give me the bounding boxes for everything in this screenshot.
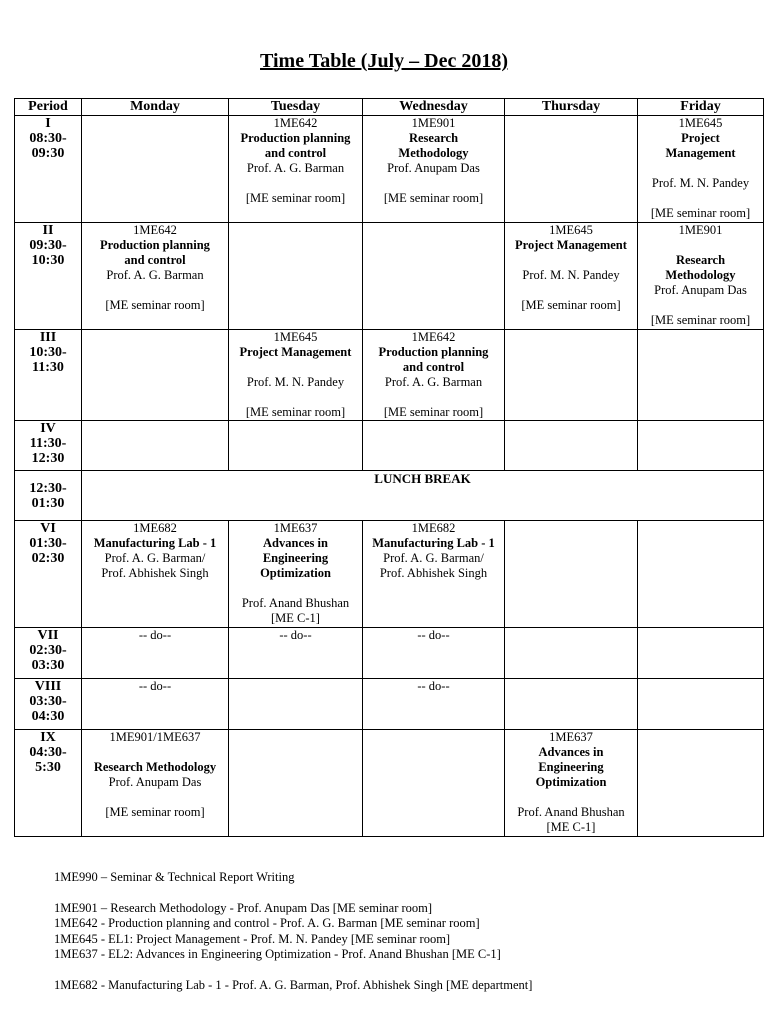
course-code: 1ME642 <box>411 330 456 344</box>
table-row <box>15 330 764 421</box>
period-cell <box>15 679 82 730</box>
instructor: Prof. A. G. Barman/ <box>383 551 484 565</box>
lunch-row <box>15 471 764 521</box>
header-friday: Friday <box>638 99 764 116</box>
instructor: Prof. Abhishek Singh <box>101 566 209 580</box>
slot-cell <box>363 330 505 421</box>
period-number: I <box>45 116 51 131</box>
period-start: 12:30- <box>29 480 67 496</box>
period-end: 5:30 <box>35 760 61 775</box>
period-start: 04:30- <box>29 745 67 760</box>
header-wednesday: Wednesday <box>363 99 505 116</box>
slot-cell <box>505 521 638 628</box>
slot-cell <box>82 330 229 421</box>
course-name: Production planning <box>240 131 351 145</box>
room: [ME C-1] <box>546 820 596 834</box>
course-name: Methodology <box>665 268 736 282</box>
course-code: 1ME682 <box>133 521 177 535</box>
course-name: and control <box>402 360 465 374</box>
slot-cell <box>82 521 229 628</box>
course-code: 1ME637 <box>273 521 318 535</box>
slot-cell <box>82 421 229 471</box>
slot-cell <box>638 330 764 421</box>
slot-cell <box>638 421 764 471</box>
legend-line: 1ME645 - EL1: Project Management - Prof. M. N. Pandey [ME seminar room] <box>54 931 451 946</box>
slot-cell <box>505 628 638 679</box>
course-name: Project Management <box>515 238 627 252</box>
course-name: Project <box>681 131 720 145</box>
slot-cell <box>505 116 638 223</box>
slot-cell <box>505 679 638 730</box>
table-row <box>15 628 764 679</box>
period-number: VII <box>37 628 59 643</box>
period-cell <box>15 730 82 837</box>
instructor: Prof. Anupam Das <box>654 283 747 297</box>
lunch-break-label: LUNCH BREAK <box>82 471 764 521</box>
course-code: 1ME682 <box>411 521 456 535</box>
room: [ME seminar room] <box>105 298 205 312</box>
ditto-mark: -- do-- <box>229 628 363 679</box>
course-legend <box>54 870 532 993</box>
slot-cell <box>229 679 363 730</box>
ditto-mark: -- do-- <box>82 679 229 730</box>
legend-line: 1ME682 - Manufacturing Lab - 1 - Prof. A. G. Barman, Prof. Abhishek Singh [ME department] <box>54 977 533 992</box>
legend-line: 1ME642 - Production planning and control - Prof. A. G. Barman [ME seminar room] <box>54 916 480 930</box>
period-cell <box>15 471 82 521</box>
period-end: 02:30 <box>31 551 65 566</box>
slot-cell <box>82 223 229 330</box>
slot-cell <box>229 330 363 421</box>
period-cell <box>15 223 82 330</box>
period-number: II <box>42 223 54 238</box>
course-code: 1ME637 <box>549 730 593 744</box>
course-name: Optimization <box>260 566 331 580</box>
table-row <box>15 730 764 837</box>
period-cell <box>15 421 82 471</box>
room: [ME seminar room] <box>245 405 346 419</box>
course-code: 1ME901/1ME637 <box>109 730 201 744</box>
period-cell <box>15 116 82 223</box>
slot-cell <box>363 421 505 471</box>
slot-cell <box>82 116 229 223</box>
course-name: Advances in <box>538 745 604 759</box>
course-code: 1ME645 <box>549 223 593 237</box>
period-end: 11:30 <box>32 360 64 375</box>
course-code: 1ME645 <box>678 116 723 130</box>
course-name: and control <box>264 146 327 160</box>
slot-cell <box>638 679 764 730</box>
period-end: 09:30 <box>31 146 65 161</box>
ditto-mark: -- do-- <box>363 628 505 679</box>
instructor: Prof. M. N. Pandey <box>522 268 620 282</box>
course-name: Research <box>408 131 459 145</box>
table-row <box>15 223 764 330</box>
course-name: Manufacturing Lab - 1 <box>372 536 495 550</box>
slot-cell <box>82 730 229 837</box>
slot-cell <box>505 421 638 471</box>
period-start: 10:30- <box>29 345 67 360</box>
period-cell <box>15 330 82 421</box>
course-code: 1ME642 <box>133 223 177 237</box>
header-monday: Monday <box>82 99 229 116</box>
room: [ME seminar room] <box>383 405 484 419</box>
slot-cell <box>638 116 764 223</box>
instructor: Prof. A. G. Barman <box>384 375 483 389</box>
period-start: 11:30- <box>29 436 67 451</box>
period-start: 03:30- <box>29 694 67 709</box>
period-start: 02:30- <box>29 643 67 658</box>
instructor: Prof. Anand Bhushan <box>517 805 625 819</box>
course-code: 1ME901 <box>411 116 456 130</box>
slot-cell <box>505 730 638 837</box>
slot-cell <box>638 521 764 628</box>
period-end: 04:30 <box>31 709 65 724</box>
slot-cell <box>363 521 505 628</box>
header-period: Period <box>15 99 82 116</box>
room: [ME seminar room] <box>105 805 205 819</box>
period-cell <box>15 628 82 679</box>
course-name: Engineering <box>262 551 329 565</box>
period-cell <box>15 521 82 628</box>
instructor: Prof. M. N. Pandey <box>246 375 345 389</box>
period-start: 09:30- <box>29 238 67 253</box>
slot-cell <box>638 730 764 837</box>
course-code: 1ME901 <box>678 223 723 237</box>
instructor: Prof. A. G. Barman <box>106 268 204 282</box>
period-number: VIII <box>34 679 62 694</box>
slot-cell <box>229 223 363 330</box>
period-end: 01:30 <box>31 495 65 511</box>
period-start: 01:30- <box>29 536 67 551</box>
course-name: Methodology <box>398 146 469 160</box>
period-number: IV <box>40 421 56 436</box>
instructor: Prof. A. G. Barman/ <box>104 551 206 565</box>
period-end: 03:30 <box>31 658 65 673</box>
instructor: Prof. A. G. Barman <box>246 161 345 175</box>
course-name: Research <box>675 253 726 267</box>
ditto-mark: -- do-- <box>82 628 229 679</box>
table-row <box>15 116 764 223</box>
legend-line: 1ME990 – Seminar & Technical Report Writing <box>54 870 295 884</box>
table-row <box>15 679 764 730</box>
course-code: 1ME645 <box>273 330 318 344</box>
table-row <box>15 521 764 628</box>
ditto-mark: -- do-- <box>363 679 505 730</box>
course-code: 1ME642 <box>273 116 318 130</box>
course-name: Engineering <box>538 760 604 774</box>
period-number: VI <box>40 521 56 536</box>
header-row <box>15 99 764 116</box>
slot-cell <box>229 730 363 837</box>
slot-cell <box>363 223 505 330</box>
period-start: 08:30- <box>29 131 67 146</box>
page-title: Time Table (July – Dec 2018) <box>260 50 508 72</box>
room: [ME seminar room] <box>521 298 621 312</box>
slot-cell <box>363 116 505 223</box>
course-name: Management <box>665 146 736 160</box>
course-name: and control <box>124 253 186 267</box>
period-end: 10:30 <box>31 253 65 268</box>
course-name: Production planning <box>378 345 489 359</box>
room: [ME C-1] <box>271 611 320 625</box>
table-row <box>15 421 764 471</box>
course-name: Research Methodology <box>93 760 217 774</box>
period-number: III <box>39 330 57 345</box>
room: [ME seminar room] <box>650 206 751 220</box>
room: [ME seminar room] <box>383 191 484 205</box>
legend-line: 1ME901 – Research Methodology - Prof. Anupam Das [ME seminar room] <box>54 900 433 915</box>
room: [ME seminar room] <box>650 313 751 327</box>
header-thursday: Thursday <box>505 99 638 116</box>
period-number: IX <box>40 730 56 745</box>
slot-cell <box>229 421 363 471</box>
instructor: Prof. M. N. Pandey <box>651 176 750 190</box>
course-name: Advances in <box>263 536 328 550</box>
slot-cell <box>229 116 363 223</box>
timetable <box>14 98 764 837</box>
period-end: 12:30 <box>31 451 65 466</box>
instructor: Prof. Abhishek Singh <box>379 566 488 580</box>
slot-cell <box>363 730 505 837</box>
slot-cell <box>505 223 638 330</box>
legend-line: 1ME637 - EL2: Advances in Engineering Optimization - Prof. Anand Bhushan [ME C-1] <box>54 947 501 961</box>
room: [ME seminar room] <box>245 191 346 205</box>
slot-cell <box>638 628 764 679</box>
course-name: Optimization <box>535 775 607 789</box>
instructor: Prof. Anupam Das <box>108 775 202 789</box>
slot-cell <box>505 330 638 421</box>
instructor: Prof. Anand Bhushan <box>241 596 350 610</box>
course-name: Project Management <box>239 345 352 359</box>
course-name: Manufacturing Lab - 1 <box>93 536 217 550</box>
slot-cell <box>229 521 363 628</box>
header-tuesday: Tuesday <box>229 99 363 116</box>
slot-cell <box>638 223 764 330</box>
course-name: Production planning <box>100 238 210 252</box>
instructor: Prof. Anupam Das <box>387 161 480 175</box>
